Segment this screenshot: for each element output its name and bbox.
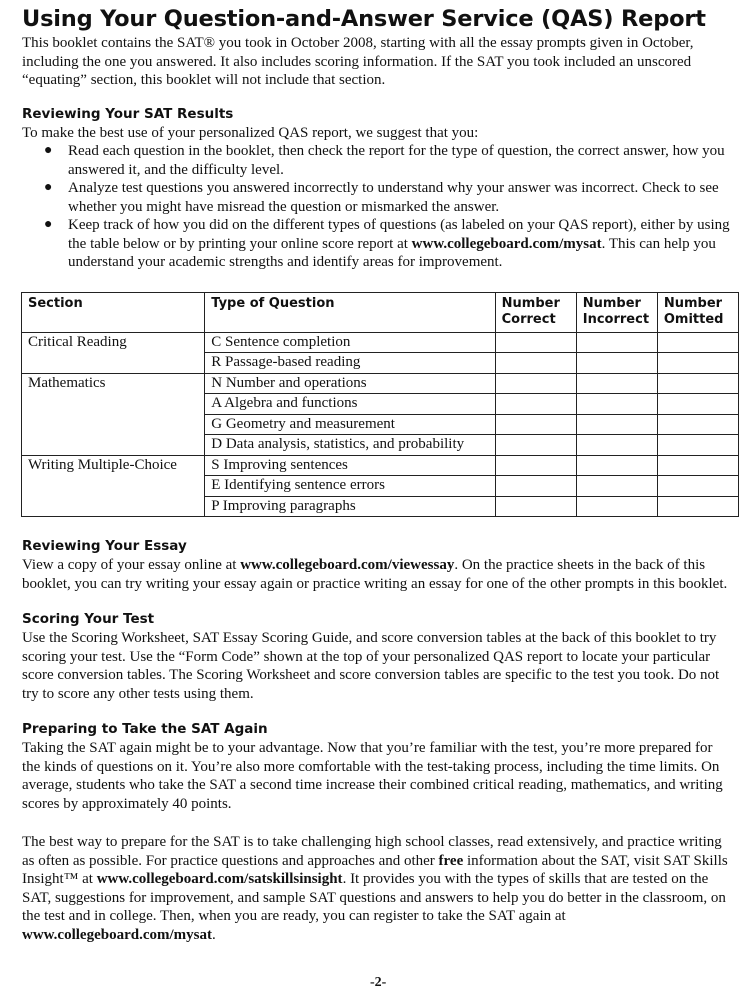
correct-cell[interactable] [495, 332, 576, 353]
omitted-cell[interactable] [657, 373, 738, 394]
incorrect-cell[interactable] [576, 476, 657, 497]
suggestion-item: ● Analyze test questions you answered incorrectly to understand why your answer was incorrect. Check to see whether you might have misread the question or mismarked the answer. [44, 180, 719, 215]
type-cell: D Data analysis, statistics, and probability [205, 435, 495, 456]
reviewing-essay-heading: Reviewing Your Essay [22, 538, 187, 554]
type-cell: G Geometry and measurement [205, 414, 495, 435]
closing-text: The best way to prepare for the SAT is to take challenging high school classes, read extensively, and practice writing as often as possible. For practice questions and approaches and other free information about the SAT, visit SAT Skills Insight™ at www.collegeboard.com/satskillsinsight. It provides you with the types of skills that are tested on the SAT, suggestions for improvement, and sample SAT questions and answers to help you do better in the classroom, on the test and in college. Then, when you are ready, you can register to take the SAT again at www.collegeboard.com/mysat. [22, 834, 728, 943]
free-emphasis: free [438, 852, 464, 869]
table-row [22, 373, 739, 394]
omitted-cell[interactable] [657, 476, 738, 497]
correct-cell[interactable] [495, 353, 576, 374]
scoring-text: Use the Scoring Worksheet, SAT Essay Scoring Guide, and score conversion tables at the back of this booklet to try scoring your test. Use the “Form Code” shown at the top of your personalized QAS report to locate your particular score conversion tables. The Scoring Worksheet and score conversion tables are specific to the test you took. Do not try to score any other tests using them. [22, 630, 720, 702]
section-cell: Mathematics [22, 373, 205, 455]
page-title: Using Your Question-and-Answer Service (QAS) Report [22, 6, 706, 32]
satskillsinsight-link[interactable]: www.collegeboard.com/satskillsinsight [96, 871, 343, 887]
table-header-row [22, 292, 739, 332]
table-row [22, 332, 739, 353]
correct-cell[interactable] [495, 455, 576, 476]
reviewing-results-heading: Reviewing Your SAT Results [22, 105, 234, 122]
bullet-icon: ● [44, 217, 53, 232]
omitted-cell[interactable] [657, 332, 738, 353]
incorrect-cell[interactable] [576, 373, 657, 394]
correct-cell[interactable] [495, 414, 576, 435]
incorrect-cell[interactable] [576, 414, 657, 435]
omitted-cell[interactable] [657, 394, 738, 415]
suggestion-item: ● Keep track of how you did on the different types of questions (as labeled on your QAS report), either by using the table below or by printing your online score report at www.collegeboard.com/mysat. This can help you understand your academic strengths and identify areas for improvement. [44, 217, 730, 270]
preparing-section [22, 720, 734, 813]
header-omitted: Number Omitted [657, 292, 738, 332]
reviewing-essay-text: View a copy of your essay online at www.collegeboard.com/viewessay. On the practice sheets in the back of this booklet, you can try writing your essay again or practice writing an essay for one of the other prompts in this booklet. [22, 557, 728, 592]
question-type-table [21, 292, 739, 518]
preparing-text: Taking the SAT again might be to your advantage. Now that you’re familiar with the test, you’re more prepared for the kinds of questions on it. You’re also more comfortable with the test-taking process, including the time limits. On average, students who take the SAT a second time increase their combined critical reading, mathematics, and writing scores by approximately 40 points. [22, 740, 723, 812]
correct-cell[interactable] [495, 373, 576, 394]
incorrect-cell[interactable] [576, 435, 657, 456]
omitted-cell[interactable] [657, 455, 738, 476]
omitted-cell[interactable] [657, 435, 738, 456]
correct-cell[interactable] [495, 496, 576, 517]
incorrect-cell[interactable] [576, 496, 657, 517]
incorrect-cell[interactable] [576, 332, 657, 353]
section-cell: Critical Reading [22, 332, 205, 373]
header-correct: Number Correct [495, 292, 576, 332]
page-number: -2- [370, 975, 387, 990]
type-cell: R Passage-based reading [205, 353, 495, 374]
mysat-link[interactable]: www.collegeboard.com/mysat [411, 235, 602, 252]
header-type: Type of Question [205, 292, 495, 332]
viewessay-link[interactable]: www.collegeboard.com/viewessay [240, 557, 455, 573]
suggestion-item: ● Read each question in the booklet, then check the report for the type of question, the correct answer, how you answered it, and the difficulty level. [44, 143, 725, 178]
scoring-heading: Scoring Your Test [22, 611, 155, 627]
type-cell: E Identifying sentence errors [205, 476, 495, 497]
preparing-heading: Preparing to Take the SAT Again [22, 721, 268, 737]
type-cell: A Algebra and functions [205, 394, 495, 415]
type-cell: S Improving sentences [205, 455, 495, 476]
table-row [22, 455, 739, 476]
type-cell: N Number and operations [205, 373, 495, 394]
omitted-cell[interactable] [657, 496, 738, 517]
header-section: Section [22, 292, 205, 332]
reviewing-results-section [22, 105, 734, 272]
bullet-icon: ● [44, 143, 53, 158]
intro-paragraph: This booklet contains the SAT® you took in October 2008, starting with all the essay prompts given in October, including the one you answered. It also includes scoring information. If the SAT you took included an unscored “equating” section, this booklet will not include that section. [22, 35, 694, 88]
mysat-link[interactable]: www.collegeboard.com/mysat [22, 926, 212, 943]
type-cell: P Improving paragraphs [205, 496, 495, 517]
incorrect-cell[interactable] [576, 394, 657, 415]
correct-cell[interactable] [495, 435, 576, 456]
correct-cell[interactable] [495, 476, 576, 497]
incorrect-cell[interactable] [576, 455, 657, 476]
document-page [22, 4, 734, 944]
omitted-cell[interactable] [657, 414, 738, 435]
correct-cell[interactable] [495, 394, 576, 415]
suggestion-list [22, 142, 734, 272]
scoring-section [22, 610, 734, 703]
header-incorrect: Number Incorrect [576, 292, 657, 332]
reviewing-essay-section [22, 537, 734, 593]
closing-section [22, 833, 734, 944]
incorrect-cell[interactable] [576, 353, 657, 374]
bullet-icon: ● [44, 180, 53, 195]
omitted-cell[interactable] [657, 353, 738, 374]
reviewing-results-lead: To make the best use of your personalized QAS report, we suggest that you: [22, 124, 479, 141]
section-cell: Writing Multiple-Choice [22, 455, 205, 517]
type-cell: C Sentence completion [205, 332, 495, 353]
